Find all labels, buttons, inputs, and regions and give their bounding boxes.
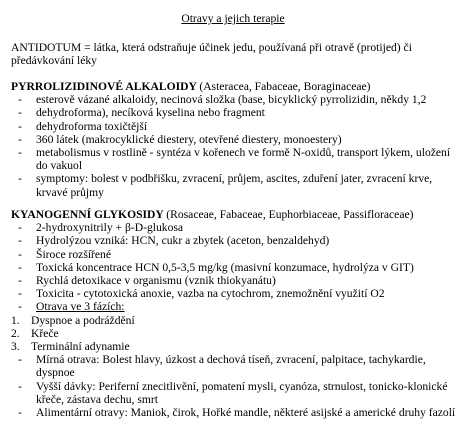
antidotum-definition: ANTIDOTUM = látka, která odstraňuje účinek jedu, používaná při otravě (protijed) či předávkování léky [11,41,412,68]
list-item: - 360 látek (makrocyklické diestery, otevřené diestery, monoestery) [18,132,342,146]
phase-item: 2. Křeče [11,326,59,340]
severity-list [11,353,456,419]
list-item: - Otrava ve 3 fázích: [18,300,125,314]
phase-item: 3. Terminální adynamie [11,340,130,354]
section-heading-title: KYANOGENNÍ GLYKOSIDY [11,208,164,221]
list-item: - Vyšší dávky: Periferní znecitlivění, pomatení mysli, cyanóza, strnulost, tonicko-klonické křeče, zástava dechu, smrt [18,379,448,406]
document-title: Otravy a jejich terapie [181,12,285,25]
section-heading-families: (Rosaceae, Fabaceae, Euphorbiaceae, Passifloraceae) [166,208,414,221]
list-item: - symptomy: bolest v podbřišku, zvracení, průjem, ascites, zduření jater, zvracení krve, krvavé průjmy [18,172,433,199]
section-heading [11,80,456,93]
list-item: - dehydroforma toxičtější [18,119,148,133]
list-item: - Rychlá detoxikace v organismu (vznik thiokyanátu) [18,274,276,288]
list-item: - Široce rozšířené [18,247,112,261]
list-item: - Mírná otrava: Bolest hlavy, úzkost a dechová tíseň, zvracení, palpitace, tachykardie, dyspnoe [18,353,426,380]
list-item: - dehydroforma), necíková kyselina nebo fragment [18,106,265,120]
list-item: - Toxicita - cytotoxická anoxie, vazba na cytochrom, znemožnění využití O2 [18,287,385,301]
section-heading [11,208,456,221]
list-item: - esterově vázané alkaloidy, necinová složka (base, bicyklický pyrrolizidin, někdy 1,2 [18,93,427,107]
phase-item: 1. Dyspnoe a podráždění [11,313,135,327]
list-item: - Toxická koncentrace HCN 0,5-3,5 mg/kg (masivní konzumace, hydrolýza v GIT) [18,260,414,274]
bullet-list [11,221,456,313]
list-item: - metabolismus v rostlině - syntéza v kořenech ve formě N-oxidů, transport lýkem, uložení do vakuol [18,146,451,173]
list-item: - Hydrolýzou vzniká: HCN, cukr a zbytek (aceton, benzaldehyd) [18,234,330,248]
list-item: - Alimentární otravy: Maniok, čirok, Hořké mandle, některé asijské a americké druhy fazolí [18,406,456,420]
bullet-list [11,93,456,199]
section-cyanogenic-glycosides [11,208,456,419]
section-heading-families: (Asteracea, Fabaceae, Boraginaceae) [199,80,371,93]
list-item: - 2-hydroxynitrily + β-D-glukosa [18,221,184,235]
phase-list [11,314,456,354]
section-heading-title: PYRROLIZIDINOVÉ ALKALOIDY [11,80,197,93]
section-pyrrolizidine-alkaloids [11,80,456,199]
